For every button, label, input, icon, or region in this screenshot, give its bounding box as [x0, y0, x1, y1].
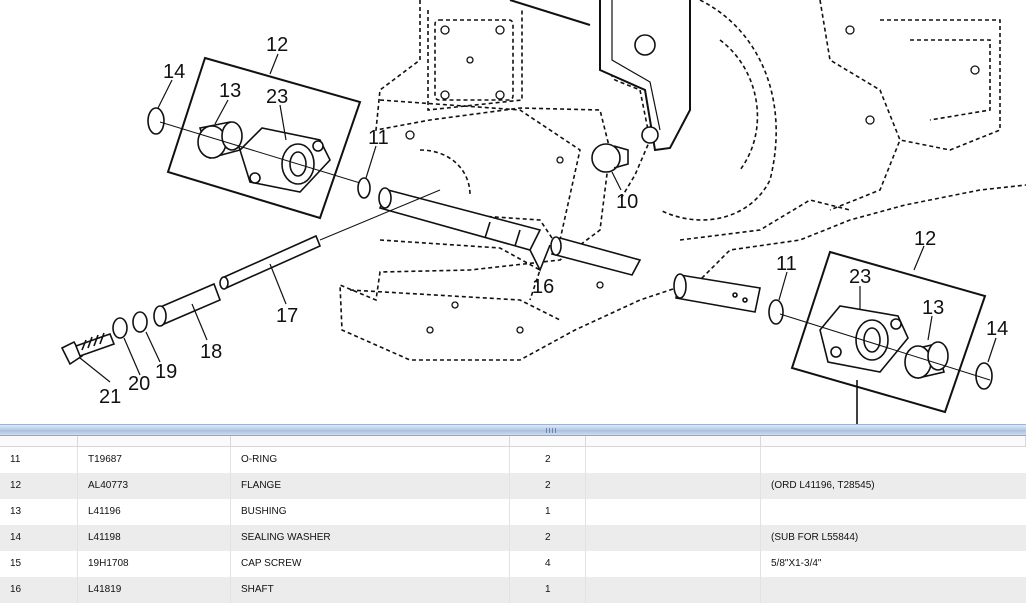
o-ring-11-right — [769, 300, 783, 324]
cell-remarks: (ORD L41196, T28545) — [771, 480, 875, 491]
cell-part-number: L41198 — [78, 525, 231, 551]
parts-table — [0, 436, 1026, 606]
cell-ref: 11 — [0, 447, 78, 473]
cell-qty: 1 — [510, 499, 586, 525]
callout-14-right: 14 — [986, 318, 1009, 340]
column-header-part[interactable] — [78, 436, 231, 446]
cell-qty: 1 — [510, 577, 586, 603]
flange-23-right — [820, 306, 908, 372]
cell-remarks — [761, 447, 1026, 473]
cell-qty: 2 — [510, 525, 586, 551]
cell-description: SEALING WASHER — [231, 525, 510, 551]
cell-remarks — [761, 499, 1026, 525]
shift-lever — [600, 0, 690, 150]
callout-11-left: 11 — [368, 127, 389, 149]
cell-part-number: T19687 — [78, 447, 231, 473]
spacer-18 — [154, 284, 220, 326]
cell-part-number: AL40773 — [78, 473, 231, 499]
table-row[interactable] — [0, 551, 1026, 577]
callout-20: 20 — [128, 373, 151, 395]
washer-19 — [133, 312, 147, 332]
callout-18: 18 — [200, 341, 223, 363]
cell-blank — [586, 499, 761, 525]
callout-23-left: 23 — [266, 86, 289, 108]
column-header-blank[interactable] — [586, 436, 761, 446]
callout-10: 10 — [616, 191, 639, 213]
column-header-description[interactable] — [231, 436, 510, 446]
cell-ref: 14 — [0, 525, 78, 551]
cell-remarks: (SUB FOR L55844) — [771, 532, 859, 543]
sealing-washer-14-left — [148, 108, 164, 134]
shaft-16 — [379, 188, 640, 275]
cell-part-number: 19H1708 — [78, 551, 231, 577]
splitter-grip-icon[interactable] — [546, 428, 556, 433]
table-row[interactable] — [0, 447, 1026, 473]
callout-21: 21 — [99, 386, 122, 408]
cell-description: FLANGE — [231, 473, 510, 499]
cell-blank — [586, 577, 761, 603]
cell-blank — [586, 473, 761, 499]
callout-12-right: 12 — [914, 228, 937, 250]
callout-23-right: 23 — [849, 266, 872, 288]
cell-description: O-RING — [231, 447, 510, 473]
cell-description: SHAFT — [231, 577, 510, 603]
pin-17 — [220, 236, 320, 289]
cell-qty: 2 — [510, 473, 586, 499]
callout-19: 19 — [155, 361, 178, 383]
callout-16: 16 — [532, 276, 555, 298]
cell-blank — [586, 447, 761, 473]
callout-17: 17 — [276, 305, 299, 327]
cell-description: CAP SCREW — [231, 551, 510, 577]
pane-splitter[interactable] — [0, 424, 1026, 436]
column-header-qty[interactable] — [510, 436, 586, 446]
callout-13-left: 13 — [219, 80, 242, 102]
table-header — [0, 436, 1026, 447]
cap-screw-21 — [62, 333, 114, 364]
o-ring-11-left — [358, 178, 370, 198]
cell-ref: 15 — [0, 551, 78, 577]
column-header-remarks[interactable] — [761, 436, 1026, 446]
table-row[interactable] — [0, 473, 1026, 499]
callout-13-right: 13 — [922, 297, 945, 319]
cell-part-number: L41819 — [78, 577, 231, 603]
cell-ref: 12 — [0, 473, 78, 499]
washer-20 — [113, 318, 127, 338]
cell-ref: 16 — [0, 577, 78, 603]
table-row[interactable] — [0, 577, 1026, 603]
cell-part-number: L41196 — [78, 499, 231, 525]
cell-description: BUSHING — [231, 499, 510, 525]
table-row[interactable] — [0, 525, 1026, 551]
callout-12-left: 12 — [266, 34, 289, 56]
plug-10 — [592, 144, 628, 172]
cell-blank — [586, 551, 761, 577]
cell-qty: 2 — [510, 447, 586, 473]
table-row[interactable] — [0, 499, 1026, 525]
cell-remarks — [761, 577, 1026, 603]
callout-14-left: 14 — [163, 61, 186, 83]
cell-qty: 4 — [510, 551, 586, 577]
cell-remarks: 5/8"X1-3/4" — [771, 558, 822, 569]
cell-ref: 13 — [0, 499, 78, 525]
cell-blank — [586, 525, 761, 551]
shaft-end — [674, 274, 760, 312]
callout-11-right: 11 — [776, 253, 797, 275]
column-header-ref[interactable] — [0, 436, 78, 446]
